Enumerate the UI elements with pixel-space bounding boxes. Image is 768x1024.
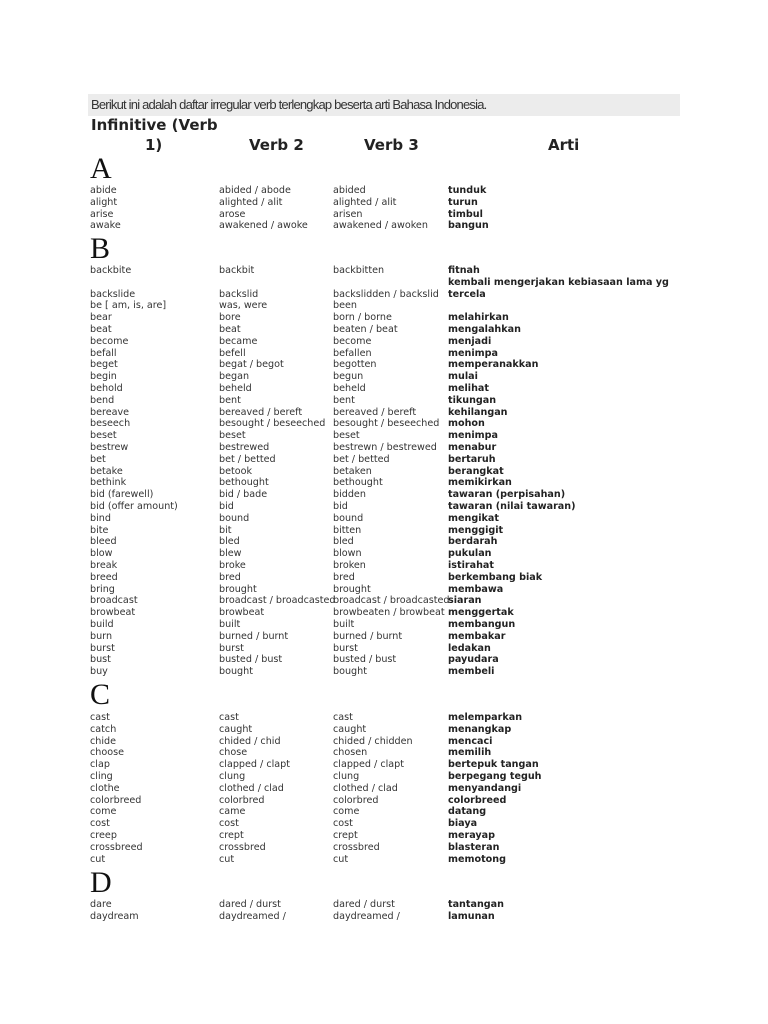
verb2-cell: busted / bust [219, 654, 283, 666]
verb3-cell: bidden [333, 489, 366, 501]
table-row [0, 197, 768, 209]
verb3-cell: clothed / clad [333, 782, 398, 794]
infinitive-cell: beset [90, 430, 117, 442]
table-row [0, 289, 768, 301]
verb2-cell: dared / durst [219, 899, 281, 910]
verb2-cell: beat [219, 324, 241, 335]
infinitive-cell: chide [90, 735, 117, 747]
infinitive-cell: crossbreed [90, 841, 143, 853]
verb3-cell: daydreamed / [333, 910, 400, 922]
infinitive-cell: backbite [90, 265, 132, 276]
verb2-cell: bethought [219, 477, 269, 489]
arti-cell: blasteran [448, 841, 500, 853]
table-row [0, 643, 768, 655]
table-row [0, 631, 768, 643]
arti-cell: melemparkan [448, 712, 523, 723]
arti-cell: memotong [448, 853, 506, 865]
section-letter-b: B [90, 232, 111, 265]
infinitive-cell: bite [90, 524, 109, 536]
arti-cell: tikungan [448, 394, 497, 406]
arti-cell: mencaci [448, 735, 493, 747]
section-letter-d: D [90, 866, 112, 899]
arti-cell: tunduk [448, 185, 487, 196]
verb3-cell: arisen [333, 208, 363, 220]
arti-cell: siaran [448, 595, 482, 607]
header-verb2: Verb 2 [249, 136, 304, 154]
arti-cell: bertaruh [448, 453, 496, 465]
infinitive-cell: cost [90, 818, 110, 830]
verb3-cell: bereaved / bereft [333, 406, 417, 418]
table-row [0, 336, 768, 348]
verb3-cell: beset [333, 430, 360, 442]
arti-cell: menggertak [448, 607, 514, 619]
verb3-cell: bought [333, 666, 367, 678]
table-row [0, 489, 768, 501]
verb2-cell: bet / betted [219, 453, 276, 465]
verb2-cell: bled [219, 536, 240, 548]
verb2-cell: cut [219, 853, 235, 865]
table-row [0, 277, 768, 289]
verb3-cell: bethought [333, 477, 383, 489]
infinitive-cell: bid (farewell) [90, 489, 154, 501]
arti-cell: tercela [448, 288, 486, 300]
table-row [0, 359, 768, 371]
table-row [0, 830, 768, 842]
infinitive-cell: begin [90, 371, 117, 383]
arti-cell: fitnah [448, 265, 480, 276]
verb3-cell: bled [333, 536, 354, 548]
infinitive-cell: burn [90, 630, 113, 642]
table-row [0, 430, 768, 442]
header-infinitive-cont: 1) [145, 136, 163, 154]
verb2-cell: bred [219, 571, 241, 583]
infinitive-cell: clap [90, 759, 110, 771]
infinitive-cell: cut [90, 853, 106, 865]
table-row [0, 371, 768, 383]
verb3-cell: bid [333, 501, 348, 512]
verb3-cell: broadcast / broadcasted [333, 595, 450, 607]
verb2-cell: colorbred [219, 794, 265, 806]
infinitive-cell: daydream [90, 910, 139, 922]
infinitive-cell: behold [90, 383, 123, 394]
table-row [0, 466, 768, 478]
arti-cell: payudara [448, 654, 499, 666]
arti-cell: tawaran (perpisahan) [448, 489, 566, 501]
infinitive-cell: buy [90, 666, 108, 678]
arti-cell: biaya [448, 818, 478, 830]
verb3-cell: abided [333, 185, 366, 196]
verb2-cell: daydreamed / [219, 910, 286, 922]
infinitive-cell: abide [90, 185, 117, 196]
verb2-cell: befell [219, 347, 246, 359]
table-row [0, 747, 768, 759]
verb2-cell: chided / chid [219, 735, 281, 747]
arti-cell: menimpa [448, 347, 498, 359]
verb2-cell: bent [219, 394, 241, 406]
verb3-cell: begotten [333, 359, 377, 371]
arti-cell: menjadi [448, 335, 492, 347]
arti-cell: tantangan [448, 899, 504, 910]
infinitive-cell: breed [90, 571, 118, 583]
verb3-cell: backbitten [333, 265, 385, 276]
table-row [0, 806, 768, 818]
arti-cell: kehilangan [448, 406, 508, 418]
section-letter-a: A [90, 152, 112, 185]
arti-cell: turun [448, 196, 478, 208]
verb3-cell: built [333, 619, 355, 630]
verb3-cell: dared / durst [333, 899, 395, 910]
infinitive-cell: choose [90, 747, 124, 759]
infinitive-cell: betake [90, 465, 123, 477]
arti-cell: mengikat [448, 512, 499, 524]
infinitive-cell: break [90, 560, 118, 571]
infinitive-cell: bend [90, 394, 115, 406]
table-row [0, 736, 768, 748]
verb3-cell: chosen [333, 747, 368, 759]
verb2-cell: browbeat [219, 607, 265, 619]
table-row [0, 818, 768, 830]
verb3-cell: beheld [333, 383, 366, 394]
arti-cell: berangkat [448, 465, 504, 477]
verb3-cell: bestrewn / bestrewed [333, 442, 437, 453]
arti-cell: tawaran (nilai tawaran) [448, 501, 576, 512]
verb3-cell: befallen [333, 347, 372, 359]
verb2-cell: bid [219, 501, 234, 512]
arti-cell: datang [448, 806, 487, 818]
verb2-cell: burst [219, 642, 244, 654]
verb2-cell: bid / bade [219, 489, 268, 501]
verb3-cell: been [333, 300, 357, 312]
arti-cell: menyandangi [448, 782, 522, 794]
arti-cell: membakar [448, 630, 506, 642]
verb2-cell: cost [219, 818, 239, 830]
verb3-cell: bent [333, 394, 355, 406]
arti-cell: membawa [448, 583, 504, 595]
table-row [0, 265, 768, 277]
arti-cell: lamunan [448, 910, 495, 922]
table-row [0, 771, 768, 783]
arti-cell: menangkap [448, 723, 512, 735]
verb2-cell: chose [219, 747, 248, 759]
arti-cell: menabur [448, 442, 497, 453]
verb3-cell: chided / chidden [333, 735, 413, 747]
infinitive-cell: beseech [90, 418, 131, 430]
arti-cell: membeli [448, 666, 495, 678]
verb2-cell: built [219, 619, 241, 630]
table-row [0, 548, 768, 560]
header-arti: Arti [548, 136, 580, 154]
verb3-cell: burst [333, 642, 358, 654]
arti-cell: mohon [448, 418, 485, 430]
table-row [0, 899, 768, 911]
verb3-cell: born / borne [333, 312, 392, 324]
verb3-cell: burned / burnt [333, 630, 403, 642]
infinitive-cell: clothe [90, 782, 120, 794]
infinitive-cell: burst [90, 642, 115, 654]
infinitive-cell: build [90, 619, 114, 630]
infinitive-cell: bleed [90, 536, 117, 548]
verb2-cell: bit [219, 524, 232, 536]
infinitive-cell: bust [90, 654, 111, 666]
verb2-cell: burned / burnt [219, 630, 289, 642]
arti-cell: menggigit [448, 524, 504, 536]
table-row [0, 407, 768, 419]
arti-cell: mulai [448, 371, 478, 383]
verb2-cell: cast [219, 712, 239, 723]
table-row [0, 501, 768, 513]
verb2-cell: alighted / alit [219, 196, 283, 208]
verb2-cell: bound [219, 512, 250, 524]
table-row [0, 418, 768, 430]
table-row [0, 383, 768, 395]
verb3-cell: colorbred [333, 794, 379, 806]
verb2-cell: bestrewed [219, 442, 270, 453]
table-row [0, 395, 768, 407]
table-row [0, 619, 768, 631]
intro-text: Berikut ini adalah daftar irregular verb terlengkap beserta arti Bahasa Indonesia. [88, 94, 680, 116]
verb3-cell: blown [333, 548, 362, 560]
verb3-cell: come [333, 806, 360, 818]
arti-cell: berkembang biak [448, 571, 543, 583]
arti-cell: ledakan [448, 642, 491, 654]
table-row [0, 795, 768, 807]
table-row [0, 584, 768, 596]
verb3-cell: betaken [333, 465, 372, 477]
verb3-cell: backslidden / backslid [333, 288, 439, 300]
table-row [0, 185, 768, 197]
verb3-cell: cost [333, 818, 353, 830]
table-row [0, 842, 768, 854]
arti-cell: menimpa [448, 430, 498, 442]
arti-cell: colorbreed [448, 794, 507, 806]
verb2-cell: begat / begot [219, 359, 284, 371]
table-row [0, 572, 768, 584]
table-row [0, 783, 768, 795]
arti-cell: timbul [448, 208, 483, 220]
table-row [0, 477, 768, 489]
infinitive-cell: bethink [90, 477, 127, 489]
arti-cell: melahirkan [448, 312, 509, 324]
infinitive-cell: become [90, 335, 129, 347]
verb2-cell: was, were [219, 300, 268, 312]
verb2-cell: crept [219, 830, 244, 841]
verb3-cell: bound [333, 512, 364, 524]
verb3-cell: alighted / alit [333, 196, 397, 208]
infinitive-cell: bring [90, 583, 115, 595]
infinitive-cell: come [90, 806, 117, 818]
arti-cell: memikirkan [448, 477, 512, 489]
infinitive-cell: creep [90, 830, 117, 841]
verb3-cell: cast [333, 712, 353, 723]
table-row [0, 854, 768, 866]
section-letter-c: C [90, 678, 111, 711]
verb2-cell: came [219, 806, 246, 818]
verb3-cell: bet / betted [333, 453, 390, 465]
table-row [0, 759, 768, 771]
infinitive-cell: alight [90, 196, 118, 208]
infinitive-cell: awake [90, 220, 121, 232]
table-row [0, 442, 768, 454]
infinitive-cell: dare [90, 899, 112, 910]
infinitive-cell: broadcast [90, 595, 138, 607]
infinitive-cell: befall [90, 347, 117, 359]
verb2-cell: backbit [219, 265, 255, 276]
table-row [0, 560, 768, 572]
table-row [0, 595, 768, 607]
table-row [0, 209, 768, 221]
table-row [0, 666, 768, 678]
infinitive-cell: blow [90, 548, 113, 560]
verb2-cell: arose [219, 208, 246, 220]
verb2-cell: clapped / clapt [219, 759, 290, 771]
verb3-cell: caught [333, 723, 367, 735]
verb3-cell: begun [333, 371, 364, 383]
infinitive-cell: cling [90, 771, 113, 782]
verb2-cell: beheld [219, 383, 252, 394]
table-row [0, 454, 768, 466]
infinitive-cell: bestrew [90, 442, 129, 453]
arti-cell: mengalahkan [448, 324, 521, 335]
verb3-cell: browbeaten / browbeat [333, 607, 445, 619]
verb3-cell: brought [333, 583, 371, 595]
table-row [0, 607, 768, 619]
table-row [0, 300, 768, 312]
verb2-cell: became [219, 335, 258, 347]
infinitive-cell: bet [90, 453, 106, 465]
arti-cell: memilih [448, 747, 492, 759]
infinitive-cell: beget [90, 359, 118, 371]
infinitive-cell: backslide [90, 288, 136, 300]
arti-cell: memperanakkan [448, 359, 539, 371]
verb2-cell: backslid [219, 288, 259, 300]
verb2-cell: blew [219, 548, 242, 560]
table-row [0, 525, 768, 537]
table-row [0, 220, 768, 232]
infinitive-cell: colorbreed [90, 794, 142, 806]
verb2-cell: bought [219, 666, 253, 678]
header-infinitive: Infinitive (Verb [91, 116, 218, 134]
infinitive-cell: cast [90, 712, 110, 723]
verb2-cell: bore [219, 312, 241, 324]
verb2-cell: betook [219, 465, 253, 477]
verb2-cell: besought / beseeched [219, 418, 326, 430]
verb2-cell: abided / abode [219, 185, 291, 196]
verb2-cell: began [219, 371, 250, 383]
verb2-cell: broke [219, 560, 246, 571]
verb3-cell: busted / bust [333, 654, 397, 666]
verb3-cell: bitten [333, 524, 362, 536]
table-row [0, 513, 768, 525]
infinitive-cell: bereave [90, 406, 130, 418]
verb3-cell: clung [333, 771, 360, 782]
arti-cell: merayap [448, 830, 496, 841]
table-row [0, 712, 768, 724]
verb2-cell: beset [219, 430, 246, 442]
verb2-cell: clung [219, 771, 246, 782]
verb2-cell: clothed / clad [219, 782, 284, 794]
verb3-cell: besought / beseeched [333, 418, 440, 430]
verb3-cell: crossbred [333, 841, 380, 853]
table-row [0, 536, 768, 548]
verb2-cell: brought [219, 583, 257, 595]
arti-cell: bertepuk tangan [448, 759, 539, 771]
verb2-cell: awakened / awoke [219, 220, 308, 232]
verb3-cell: bred [333, 571, 355, 583]
arti-cell: pukulan [448, 548, 492, 560]
verb3-cell: become [333, 335, 372, 347]
infinitive-cell: arise [90, 208, 114, 220]
verb3-cell: cut [333, 853, 349, 865]
arti-cell: bangun [448, 220, 489, 232]
infinitive-cell: browbeat [90, 607, 136, 619]
arti-cell: berdarah [448, 536, 498, 548]
table-row [0, 324, 768, 336]
arti-cell: kembali mengerjakan kebiasaan lama yg [448, 276, 669, 288]
verb3-cell: broken [333, 560, 366, 571]
table-row [0, 724, 768, 736]
verb3-cell: crept [333, 830, 358, 841]
arti-cell: membangun [448, 619, 516, 630]
verb2-cell: bereaved / bereft [219, 406, 303, 418]
verb2-cell: broadcast / broadcasted [219, 595, 336, 607]
infinitive-cell: be [ am, is, are] [90, 300, 167, 312]
arti-cell: berpegang teguh [448, 771, 542, 782]
verb3-cell: clapped / clapt [333, 759, 404, 771]
verb3-cell: beaten / beat [333, 324, 398, 335]
arti-cell: istirahat [448, 560, 494, 571]
verb2-cell: crossbred [219, 841, 266, 853]
infinitive-cell: bear [90, 312, 112, 324]
table-row [0, 654, 768, 666]
table-row [0, 312, 768, 324]
table-row [0, 348, 768, 360]
arti-cell: melihat [448, 383, 489, 394]
infinitive-cell: bind [90, 512, 111, 524]
header-verb3: Verb 3 [364, 136, 419, 154]
infinitive-cell: beat [90, 324, 112, 335]
verb3-cell: awakened / awoken [333, 220, 428, 232]
infinitive-cell: catch [90, 723, 117, 735]
verb2-cell: caught [219, 723, 253, 735]
table-row [0, 911, 768, 923]
infinitive-cell: bid (offer amount) [90, 501, 178, 512]
